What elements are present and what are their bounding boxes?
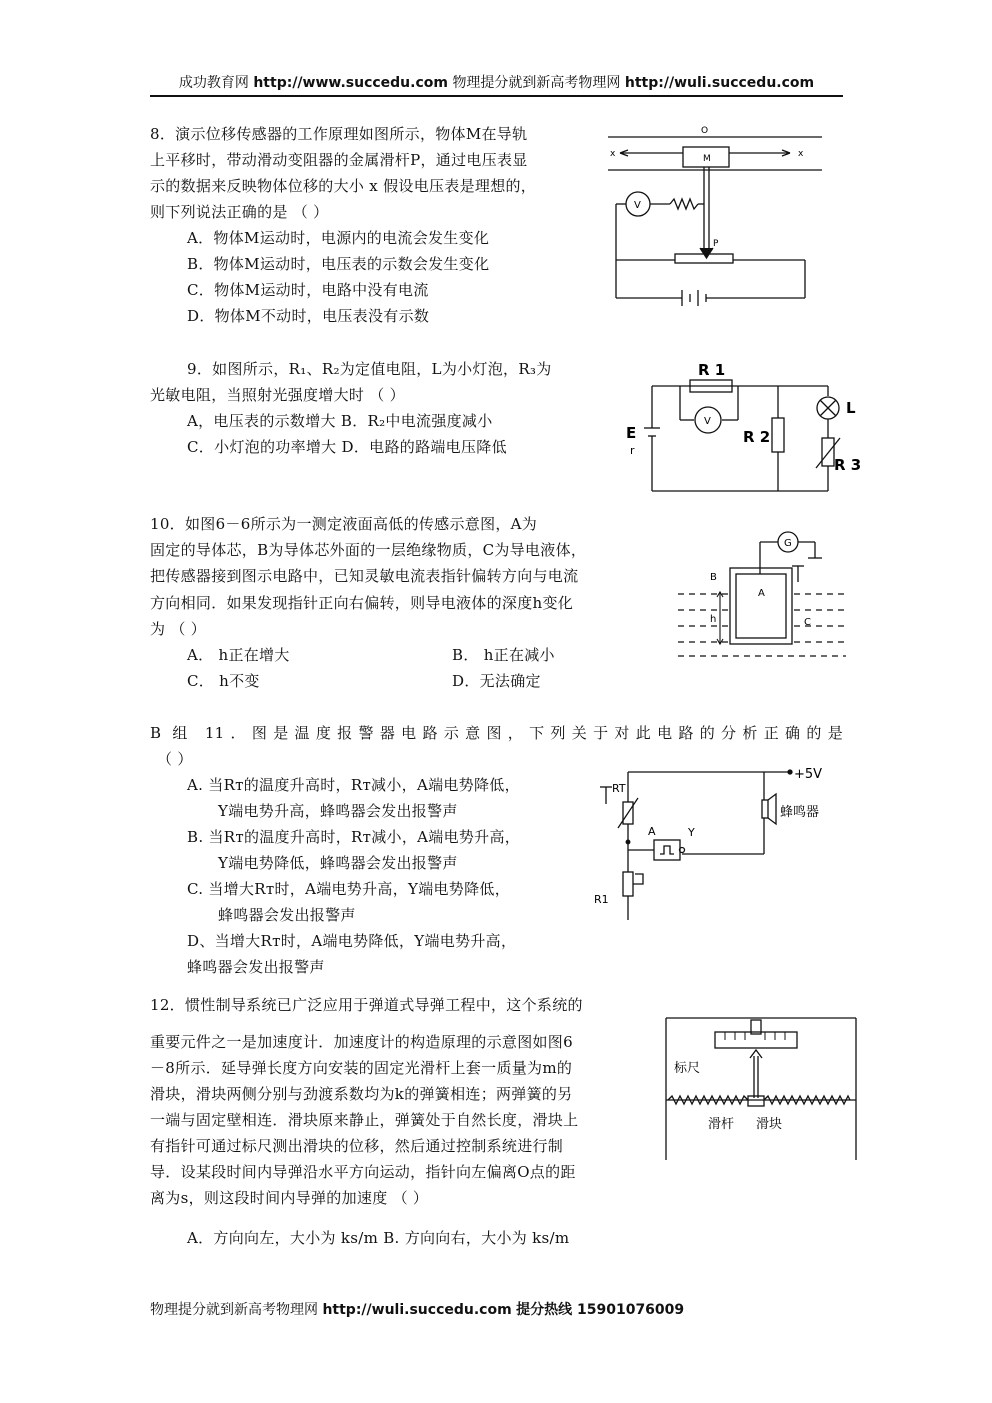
q8-option-b[interactable]: B．物体M运动时，电压表的示数会发生变化 <box>187 255 490 273</box>
fig11-a-label: A <box>648 825 656 838</box>
q11-option-d[interactable]: D、当增大Rᴛ时，A端电势降低，Y端电势升高， <box>187 932 517 950</box>
q12-line-5: 一端与固定壁相连．滑块原来静止，弹簧处于自然长度，滑块上 <box>150 1111 579 1129</box>
q12-line-7: 导．设某段时间内导弹沿水平方向运动，指针向左偏离O点的距 <box>150 1163 576 1181</box>
header-rule <box>150 95 843 97</box>
slogan-url-link[interactable]: http://wuli.succedu.com <box>624 75 815 91</box>
fig9-l-label: L <box>846 399 856 417</box>
fig9-e-label: E <box>626 424 637 442</box>
fig8-p-label: P <box>713 239 719 249</box>
q9-options-ab[interactable]: A，电压表的示数增大 B．R₂中电流强度减小 <box>187 412 493 430</box>
schmitt-inverter <box>654 840 680 860</box>
q10-option-d[interactable]: D．无法确定 <box>452 672 541 690</box>
q8-line-1: 8．演示位移传感器的工作原理如图所示，物体M在导轨 <box>150 125 528 143</box>
footer-hotline: 提分热线 15901076009 <box>516 1302 685 1318</box>
insulating-layer-b <box>730 568 792 644</box>
header-slogan: 物理提分就到新高考物理网 <box>452 75 621 91</box>
q11-line-2: （ ） <box>157 750 193 768</box>
page-footer <box>150 1299 684 1319</box>
fig8-x-left: x <box>610 149 616 159</box>
fig11-rt-label: RT <box>612 782 626 795</box>
q12-line-4: 滑块，滑块两侧分别与劲渡系数均为k的弹簧相连；两弹簧的另 <box>150 1085 573 1103</box>
q9-line-1: 9．如图所示，R₁、R₂为定值电阻，L为小灯泡，R₃为 <box>187 360 552 378</box>
q10-figure <box>670 528 850 660</box>
fig11-buzzer-label: 蜂鸣器 <box>780 805 820 820</box>
fig12-slider-label: 滑块 <box>756 1117 783 1132</box>
q12-line-1: 12．惯性制导系统已广泛应用于弹道式导弹工程中，这个系统的 <box>150 996 583 1014</box>
q9-figure <box>620 358 870 498</box>
fig10-c-label: C <box>804 617 811 628</box>
fig10-g-label: G <box>784 538 792 549</box>
q11-line-1: B 组 11．图是温度报警器电路示意图，下列关于对此电路的分析正确的是 <box>150 724 843 742</box>
fig11-y-label: Y <box>688 826 695 839</box>
q9-options-cd[interactable]: C．小灯泡的功率增大 D．电路的路端电压降低 <box>187 438 507 456</box>
q10-option-a[interactable]: A． h正在增大 <box>187 646 290 664</box>
fig8-m-label: M <box>703 154 711 164</box>
q8-line-2: 上平移时，带动滑动变阻器的金属滑杆P，通过电压表显 <box>150 151 528 169</box>
footer-slogan: 物理提分就到新高考物理网 <box>150 1302 318 1318</box>
q11-option-d-cont: 蜂鸣器会发出报警声 <box>187 958 325 976</box>
fig8-v-label: V <box>634 200 641 211</box>
q11-option-b-cont: Y端电势降低，蜂鸣器会发出报警声 <box>218 854 458 872</box>
q11-option-a[interactable]: A. 当Rᴛ的温度升高时，Rᴛ减小，A端电势降低， <box>187 776 520 794</box>
q12-line-8: 离为s，则这段时间内导弹的加速度 （ ） <box>150 1189 429 1207</box>
q10-line-2: 固定的导体芯，B为导体芯外面的一层绝缘物质，C为导电液体， <box>150 541 587 559</box>
site-name: 成功教育网 <box>178 75 249 91</box>
q8-line-4: 则下列说法正确的是 （ ） <box>150 203 329 221</box>
r1-resistor <box>623 872 633 896</box>
r2-resistor <box>772 418 784 452</box>
fig10-b-label: B <box>710 572 717 583</box>
q10-line-4: 方向相同．如果发现指针正向右偏转，则导电液体的深度h变化 <box>150 594 574 612</box>
q12-line-2: 重要元件之一是加速度计．加速度计的构造原理的示意图如图6 <box>150 1033 573 1051</box>
q12-line-6: 有指针可通过标尺测出滑块的位移，然后通过控制系统进行制 <box>150 1137 564 1155</box>
resistor-zigzag <box>670 199 698 209</box>
rheostat <box>675 254 733 263</box>
slider-block <box>748 1096 764 1106</box>
fig9-r-label: r <box>630 444 635 457</box>
fig9-v-label: V <box>704 416 711 427</box>
buzzer-icon <box>762 800 768 818</box>
q11-figure <box>572 762 842 927</box>
q10-option-b[interactable]: B． h正在减小 <box>452 646 555 664</box>
q10-line-3: 把传感器接到图示电路中，已知灵敏电流表指针偏转方向与电流 <box>150 567 579 585</box>
q11-option-c[interactable]: C. 当增大Rᴛ时，A端电势升高，Y端电势降低， <box>187 880 511 898</box>
q8-line-3: 示的数据来反映物体位移的大小 x 假设电压表是理想的， <box>150 177 537 195</box>
fig12-rod-label: 滑杆 <box>708 1117 735 1132</box>
fig8-x-right: x <box>798 149 804 159</box>
q8-figure <box>600 120 830 310</box>
q11-option-a-cont: Y端电势升高，蜂鸣器会发出报警声 <box>218 802 458 820</box>
q9-line-2: 光敏电阻，当照射光强度增大时 （ ） <box>150 386 405 404</box>
q12-figure <box>660 1016 860 1164</box>
q8-option-c[interactable]: C．物体M运动时，电路中没有电流 <box>187 281 429 299</box>
fig10-h-label: h <box>710 614 717 625</box>
fig11-vcc-label: +5V <box>794 767 823 782</box>
q10-line-1: 10．如图6－6所示为一测定液面高低的传感示意图，A为 <box>150 515 538 533</box>
q11-option-b[interactable]: B. 当Rᴛ的温度升高时，Rᴛ减小，A端电势升高， <box>187 828 521 846</box>
q12-options-ab[interactable]: A．方向向左，大小为 ks/m B. 方向向右，大小为 ks/m <box>187 1229 570 1247</box>
q12-line-3: －8所示．延导弹长度方向安装的固定光滑杆上套一质量为m的 <box>150 1059 573 1077</box>
fig11-r1-label: R1 <box>594 893 609 906</box>
liquid-surface-lines <box>678 594 846 656</box>
fig10-a-label: A <box>758 588 765 599</box>
fig8-o-label: O <box>701 126 709 136</box>
q8-option-d[interactable]: D．物体M不动时，电压表没有示数 <box>187 307 430 325</box>
q10-line-5: 为 （ ） <box>150 620 207 638</box>
q11-option-c-cont: 蜂鸣器会发出报警声 <box>218 906 356 924</box>
footer-url-link[interactable]: http://wuli.succedu.com <box>322 1302 512 1318</box>
conductor-core-a <box>736 574 786 638</box>
site-url-link[interactable]: http://www.succedu.com <box>253 75 448 91</box>
page-header <box>150 72 843 92</box>
fig9-r2-label: R 2 <box>743 428 771 446</box>
q10-option-c[interactable]: C． h不变 <box>187 672 260 690</box>
q8-option-a[interactable]: A．物体M运动时，电源内的电流会发生变化 <box>187 229 490 247</box>
fig9-r1-label: R 1 <box>698 361 726 379</box>
fig9-r3-label: R 3 <box>834 456 862 474</box>
fig12-scale-label: 标尺 <box>674 1061 701 1076</box>
